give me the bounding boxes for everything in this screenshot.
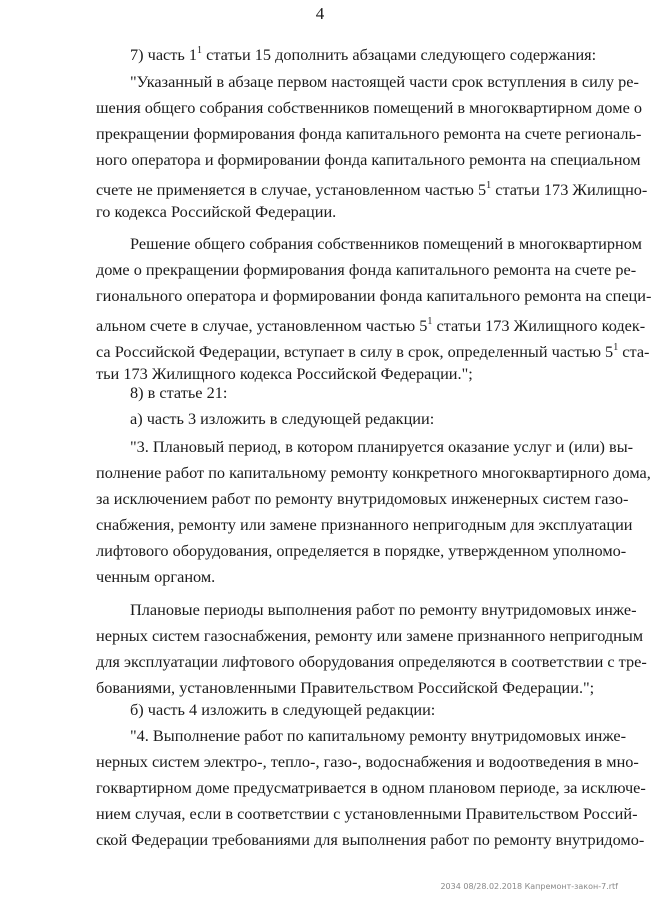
line-text: статьи 173 Жилищно- xyxy=(491,180,648,199)
text-line: снабжения, ремонту или замене признанного непригодным для эксплуатации xyxy=(96,515,633,534)
text-line: нерных систем электро-, тепло-, газо-, водоснабжения и водоотведения в мно- xyxy=(96,752,639,771)
line-text: статьи 15 дополнить абзацами следующего содержания: xyxy=(202,45,597,64)
text-line: 8) в статье 21: xyxy=(130,383,228,402)
text-line: нерных систем газоснабжения, ремонту или замене признанного непригодным xyxy=(96,626,644,645)
text-line: "3. Плановый период, в котором планируется оказание услуг и (или) вы- xyxy=(130,437,634,456)
text-line xyxy=(130,40,597,64)
text-line: "4. Выполнение работ по капитальному ремонту внутридомовых инже- xyxy=(130,726,627,745)
text-line: прекращении формирования фонда капитального ремонта на счете региональ- xyxy=(96,124,642,143)
text-line: бованиями, установленными Правительством Российской Федерации."; xyxy=(96,678,595,697)
text-line: ской Федерации требованиями для выполнения работ по ремонту внутридомо- xyxy=(96,830,645,849)
line-text: са Российской Федерации, вступает в силу в срок, определенный частью 5 xyxy=(96,342,614,361)
text-line: тьи 173 Жилищного кодекса Российской Федерации."; xyxy=(96,364,473,383)
superscript: 1 xyxy=(486,180,492,191)
text-line xyxy=(96,175,648,199)
text-line: го кодекса Российской Федерации. xyxy=(96,202,337,221)
file-footer: 2034 08/28.02.2018 Капремонт-закон-7.rtf xyxy=(440,882,618,891)
text-line: лифтового оборудования, определяется в порядке, утвержденном уполномо- xyxy=(96,541,627,560)
text-line xyxy=(96,311,646,335)
text-line: Решение общего собрания собственников помещений в многоквартирном xyxy=(130,234,642,253)
text-line: доме о прекращении формирования фонда капитального ремонта на счете ре- xyxy=(96,260,637,279)
line-text: альном счете в случае, установленном частью 5 xyxy=(96,316,428,335)
line-text: 7) часть 1 xyxy=(130,45,198,64)
superscript: 1 xyxy=(427,316,433,327)
page-number: 4 xyxy=(315,4,325,23)
text-line: шения общего собрания собственников помещений в многоквартирном доме о xyxy=(96,98,643,117)
text-line: а) часть 3 изложить в следующей редакции: xyxy=(130,409,435,428)
text-line: полнение работ по капитальному ремонту конкретного многоквартирного дома, xyxy=(96,463,651,482)
line-text: статьи 173 Жилищного кодек- xyxy=(432,316,646,335)
text-line xyxy=(96,337,650,361)
text-line: гоквартирном доме предусматривается в одном плановом периоде, за исключе- xyxy=(96,778,646,797)
text-line: за исключением работ по ремонту внутридомовых инженерных систем газо- xyxy=(96,489,629,508)
text-line: гионального оператора и формировании фонда капитального ремонта на специ- xyxy=(96,286,651,305)
text-line: нием случая, если в соответствии с установленными Правительством Россий- xyxy=(96,804,638,823)
line-text: ста- xyxy=(618,342,650,361)
superscript: 1 xyxy=(197,45,203,56)
superscript: 1 xyxy=(613,342,619,353)
text-line: б) часть 4 изложить в следующей редакции: xyxy=(130,700,436,719)
text-line: Плановые периоды выполнения работ по ремонту внутридомовых инже- xyxy=(130,600,637,619)
line-text: счете не применяется в случае, установленном частью 5 xyxy=(96,180,487,199)
text-line: ченным органом. xyxy=(96,567,216,586)
text-line: для эксплуатации лифтового оборудования определяются в соответствии с тре- xyxy=(96,652,647,671)
text-line: "Указанный в абзаце первом настоящей части срок вступления в силу ре- xyxy=(130,72,639,91)
text-line: ного оператора и формировании фонда капитального ремонта на специальном xyxy=(96,150,641,169)
